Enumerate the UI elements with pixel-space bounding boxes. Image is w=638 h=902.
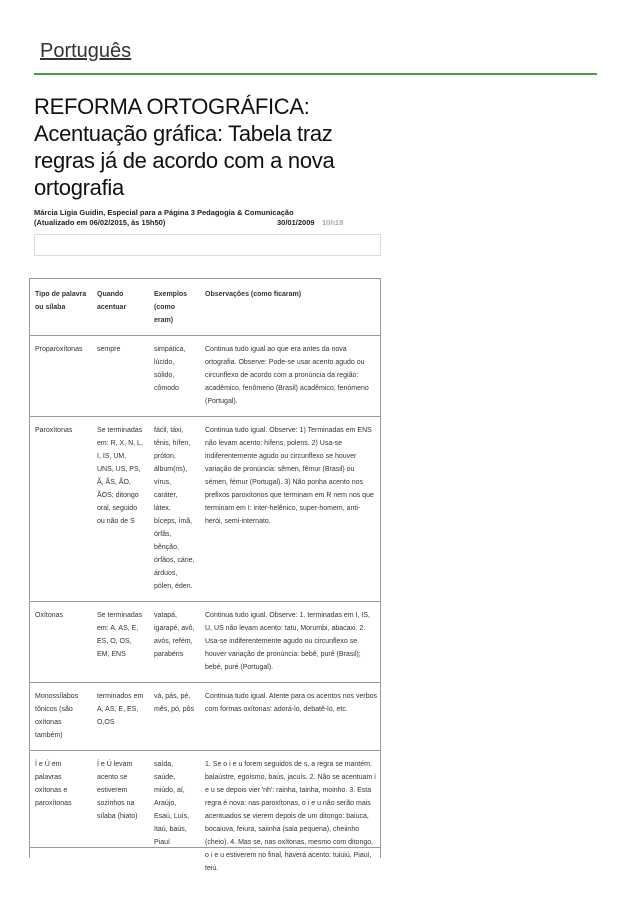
updated-note: (Atualizado em 06/02/2015, às 15h50)	[34, 218, 166, 227]
table-cell: simpática, lúcido, sólido, cômodo	[148, 336, 199, 417]
section-divider	[34, 73, 597, 75]
table-row	[29, 417, 381, 602]
table-cell: fácil, táxi, tênis, hífen, próton, álbum(ns), vírus, caráter, látex, bíceps, ímã, órfãs, bênção, órfãos, cárie, árduos, pólen, éden.	[148, 417, 199, 602]
table-row	[29, 602, 381, 683]
table-cell: vatapá, igarapé, avô, avós, refém, parabéns	[148, 602, 199, 683]
table-cell: Continua tudo igual. Atente para os acentos nos verbos com formas oxítonas: adorá-lo, debatê-lo, etc.	[199, 683, 381, 751]
table-header-row	[29, 279, 381, 336]
embedded-media-placeholder	[34, 234, 381, 256]
table-cell: Paroxítonas	[29, 417, 91, 602]
table-cell: Proparoxítonas	[29, 336, 91, 417]
table-row	[29, 336, 381, 417]
table-cell: terminados em A, AS, E, ES, O,OS	[91, 683, 148, 751]
header-cell: Tipo de palavra ou sílaba	[29, 279, 91, 336]
header-cell: Exemplos (como eram)	[148, 279, 199, 336]
table-cell: Se terminadas em: A, AS, E, ES, O, OS, EM, ENS	[91, 602, 148, 683]
section-title-link[interactable]: Português	[40, 40, 132, 62]
table-row	[29, 683, 381, 751]
table-cell: Continua tudo igual ao que era antes da nova ortografia. Observe: Pode-se usar acento agudo ou circunflexo de acordo com a pronúncia da região: acadêmico, fenômeno (Brasil) acadêmico, fenómeno (Portugal).	[199, 336, 381, 417]
table-cell: sempre	[91, 336, 148, 417]
table-cell: Oxítonas	[29, 602, 91, 683]
table-cell: Continua tudo igual. Observe: 1) Terminadas em ENS não levam acento: hífens, polens. 2) Usa-se indiferentemente agudo ou circunflexo se houver variação de pronúncia: sêmen, fêmur (Brasil) ou sémen, fémur (Portugal). 3) Não ponha acento nos prefixos paroxítonos que terminam em R nem nos que terminam em I: inter-helênico, super-homem, anti-herói, semi-internato.	[199, 417, 381, 602]
table-row	[29, 751, 381, 884]
table-cell: Monossílabos tônicos (são oxítonas também)	[29, 683, 91, 751]
header-cell: Observações (como ficaram)	[199, 279, 381, 336]
table-cell: Í e Ú em palavras oxítonas e paroxítonas	[29, 751, 91, 884]
table-cell: Se terminadas em: R, X, N, L, I, IS, UM, UNS, US, PS, Ã, ÃS, ÃO, ÃOS; ditongo oral, seguido ou não de S	[91, 417, 148, 602]
table-cell: saída, saúde, miúdo, aí, Araújo, Esaú, Luís, Itaú, baús, Piauí	[148, 751, 199, 884]
accent-rules-table	[29, 278, 381, 883]
article-headline: REFORMA ORTOGRÁFICA: Acentuação gráfica: Tabela traz regras já de acordo com a nova ortografia	[34, 94, 335, 200]
table-cell: 1. Se o i e u forem seguidos de s, a regra se mantém: balaústre, egoísmo, baús, jacuís. 2. Não se acentuam i e u se depois vier 'nh': rainha, tainha, moinho. 3. Esta regra é nova: nas paroxítonas, o i e u não serão mais acentuados se vierem depois de um ditongo: baiuca, bocaiuva, feiura, saiinha (saia pequena), cheiinho (cheio). 4. Mas se, nas oxítonas, mesmo com ditongo, o i e u estiverem no final, haverá acento: tuiuiú, Piauí, teiú.	[199, 751, 381, 884]
table-continuation-row	[29, 847, 381, 858]
publish-date: 30/01/2009	[277, 218, 315, 227]
publish-time: 10h19	[322, 218, 344, 227]
table-cell: Continua tudo igual. Observe: 1. terminadas em I, IS, U, US não levam acento: tatu, Morumbi, abacaxi. 2. Usa-se indiferentemente agudo ou circunflexo se houver variação de pronúncia: bebê, purê (Brasil); bebé, puré (Portugal).	[199, 602, 381, 683]
header-cell: Quando acentuar	[91, 279, 148, 336]
table-cell: vá, pás, pé, mês, pó, pôs	[148, 683, 199, 751]
author-credit: Márcia Lígia Guidin, Especial para a Página 3 Pedagogia & Comunicação	[34, 208, 294, 217]
table-cell: Í e Ú levam acento se estiverem sozinhos na sílaba (hiato)	[91, 751, 148, 884]
